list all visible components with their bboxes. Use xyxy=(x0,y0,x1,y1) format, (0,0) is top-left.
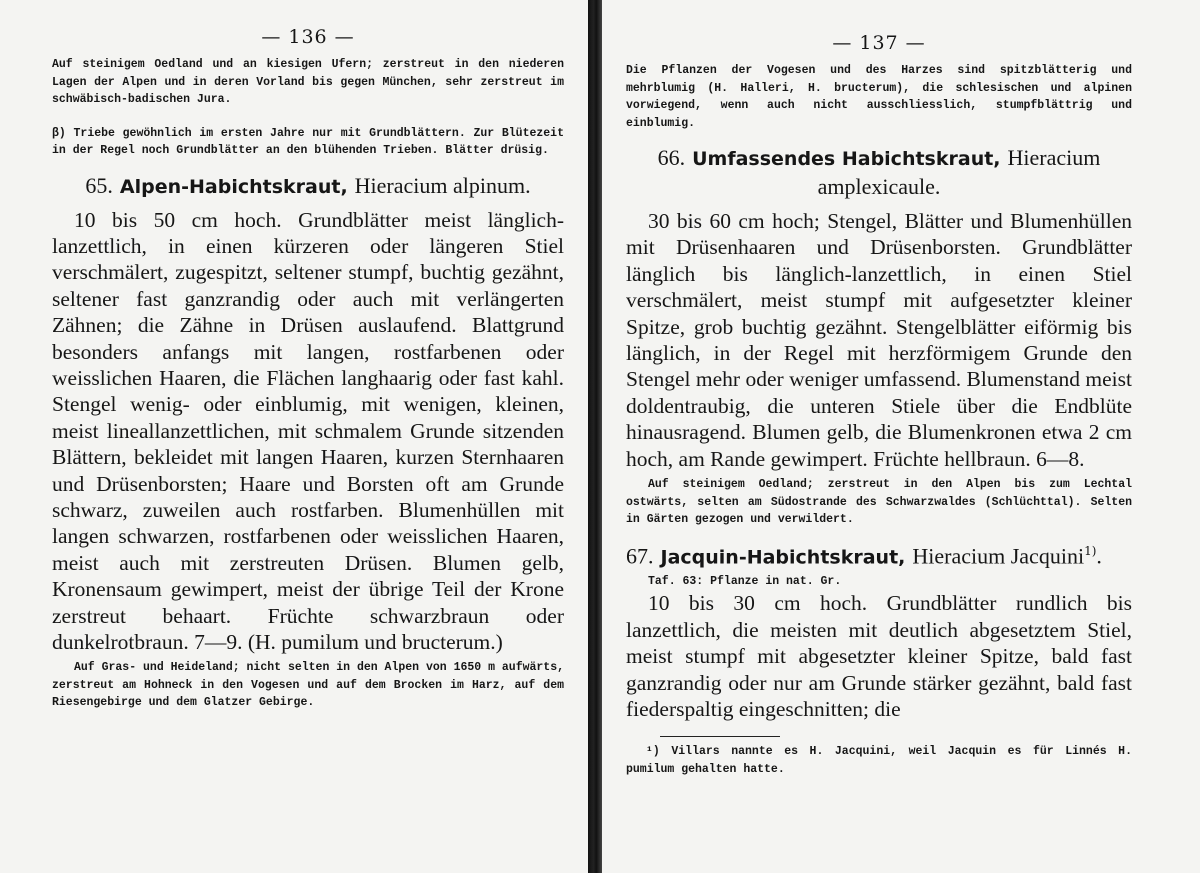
habitat-text: Auf steinigem Oedland und an kiesigen Ufern; zerstreut in den niederen Lagen der Alpen und in deren Vorland bis gegen München, sehr zerstreut im schwäbisch-badischen Jura. xyxy=(52,58,564,106)
species-name: Umfassendes Habichtskraut, xyxy=(692,148,1001,170)
species-name: Jacquin-Habichtskraut, xyxy=(660,545,906,568)
page-number: — 136 — xyxy=(261,26,355,48)
species-description: 10 bis 30 cm hoch. Grundblätter rundlich bis lanzettlich, die meisten mit deutlich abgesetztem Stiel, meist stumpf mit abgesetzter kleiner Spitze, bald fast ganzrandig oder nur am Grunde stärker gezähnt, bald fast fiederspaltig eingeschnitten; die xyxy=(626,591,1132,722)
note-beta: β) Triebe gewöhnlich im ersten Jahre nur mit Grundblättern. Zur Blütezeit in der Regel noch Grundblätter an den blühenden Trieben. Blätter drüsig. xyxy=(52,126,564,157)
footnote: ¹) Villars nannte es H. Jacquini, weil Jacquin es für Linnés H. pumilum gehalten hatte. xyxy=(626,745,1132,776)
footnote-rule xyxy=(660,736,780,737)
species-latin: Hieracium amplexicaule. xyxy=(817,145,1101,199)
species-description: 30 bis 60 cm hoch; Stengel, Blätter und Blumenhüllen mit Drüsenhaaren und Drüsenborsten. Grundblätter länglich bis länglich-lanzettlich, in einen Stiel verschmälert, meist stumpf mit aufgesetzter kleiner Spitze, grob buchtig gezähnt. Stengelblätter eiförmig bis länglich, in der Regel mit herzförmigem Grunde den Stengel mehr oder weniger umfassend. Blumenstand meist doldentraubig, die unteren Stiele über die Endblüte hinausragend. Blumen gelb, die Blumenkronen etwa 2 cm hoch, am Rande gewimpert. Früchte hellbraun. 6—8. xyxy=(626,209,1132,471)
page-number: — 137 — xyxy=(832,32,926,54)
species-name: Alpen-Habichtskraut, xyxy=(119,175,348,198)
habitat-text: Auf steinigem Oedland; zerstreut in den Alpen bis zum Lechtal ostwärts, selten am Südostrande des Schwarzwaldes (Schlüchttal). Selten in Gärten gezogen und verwildert. xyxy=(626,478,1132,527)
species-latin: Hieracium alpinum. xyxy=(354,172,531,198)
habitat-text: Auf Gras- und Heideland; nicht selten in den Alpen von 1650 m aufwärts, zerstreut am Hohneck in den Vogesen und auf dem Brocken im Harz, auf dem Riesengebirge und dem Glatzer Gebirge. xyxy=(52,661,564,710)
species-latin-end: . xyxy=(1096,542,1102,568)
right-page xyxy=(602,0,1200,873)
plate-reference: Taf. 63: Pflanze in nat. Gr. xyxy=(648,574,842,588)
species-latin: Hieracium Jacquini xyxy=(912,542,1085,568)
species-number: 66. xyxy=(657,145,686,170)
species-description: 10 bis 50 cm hoch. Grundblätter meist länglich-lanzettlich, in einen kürzeren oder längeren Stiel verschmälert, zugespitzt, seltener stumpf, buchtig gezähnt, seltener fast ganzrandig oder auch mit verlängerten Zähnen; die Zähne in Drüsen auslaufend. Blattgrund besonders anfangs mit langen, rostfarbenen oder weisslichen Haaren, die Flächen langhaarig oder fast kahl. Stengel wenig- oder einblumig, mit wenigen, kleinen, meist lineallanzettlichen, mit schmalem Grunde sitzenden Blättern, bekleidet mit langen Haaren, kurzen Sternhaaren und Drüsenborsten; Haare und Borsten oft am Grunde schwarz, zuweilen auch rostfarben. Blumenhüllen mit langen schwarzen, rostfarbenen oder weisslichen Haaren, meist auch mit zerstreuten Drüsen. Blumen gelb, Kronensaum gewimpert, meist der übrige Teil der Krone zerstreut behaart. Früchte schwarzbraun oder dunkelrotbraun. 7—9. (H. pumilum und bructerum.) xyxy=(52,207,564,654)
book-gutter xyxy=(588,0,602,873)
species-heading-67 xyxy=(626,537,1132,571)
footnote-marker: 1) xyxy=(1084,543,1097,558)
left-page xyxy=(0,0,588,873)
intro-text: Die Pflanzen der Vogesen und des Harzes sind spitzblätterig und mehrblumig (H. Halleri, H. bructerum), die schlesischen und alpinen vorwiegend, wenn auch nicht ausschliesslich, stumpfblättrig und einblumig. xyxy=(626,64,1132,130)
species-number: 67. xyxy=(626,542,654,568)
species-number: 65. xyxy=(85,172,113,198)
species-heading-66 xyxy=(626,144,1132,202)
species-heading-65 xyxy=(52,172,564,201)
